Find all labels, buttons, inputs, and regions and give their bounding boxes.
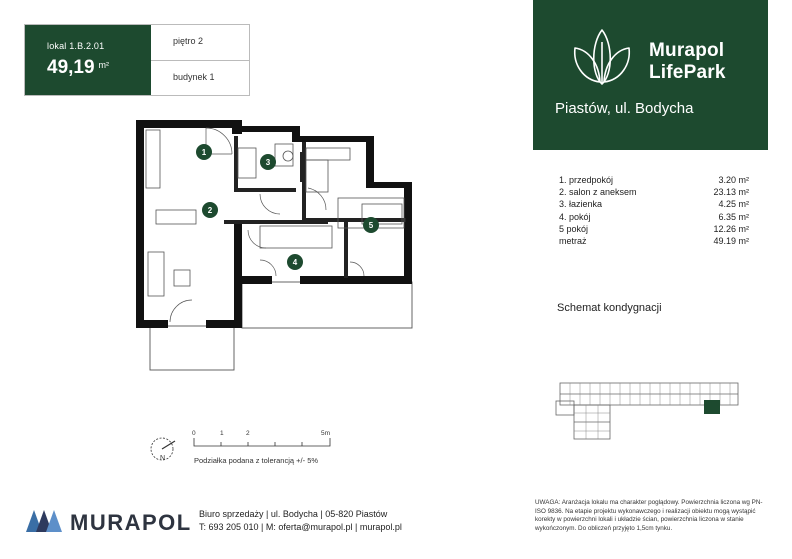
room-badge-label: 1 <box>201 148 207 157</box>
room-badges <box>196 144 379 270</box>
unit-floor: piętro 2 <box>173 36 204 46</box>
room-name: 3. łazienka <box>559 199 603 210</box>
unit-area-value: 49,19 <box>47 57 95 78</box>
footer-contact-line1: Biuro sprzedaży | ul. Bodycha | 05-820 Piastów <box>199 509 388 519</box>
floor-scheme-diagram <box>548 375 744 447</box>
room-badge-label: 2 <box>207 206 213 215</box>
scale-bar <box>188 428 338 452</box>
room-name: 5 pokój <box>559 223 589 234</box>
room-row-total <box>559 235 749 247</box>
compass-icon <box>145 432 179 466</box>
room-name: 2. salon z aneksem <box>559 187 637 198</box>
balcony-lower <box>150 326 234 370</box>
murapol-logo-icon <box>24 506 66 534</box>
room-name: 1. przedpokój <box>559 175 614 185</box>
room-area: 49.19 m² <box>713 235 749 246</box>
unit-main-panel <box>25 25 151 95</box>
room-area: 4.25 m² <box>718 199 749 210</box>
room-row <box>559 223 749 235</box>
footer-contact <box>199 508 402 534</box>
room-area: 12.26 m² <box>713 223 749 234</box>
scale-note: Podziałka podana z tolerancją +/- 5% <box>194 456 319 465</box>
unit-info-box <box>24 24 250 96</box>
brand-panel <box>533 0 768 150</box>
room-name: 4. pokój <box>559 211 591 222</box>
murapol-logo-text: MURAPOL <box>70 510 192 535</box>
unit-building: budynek 1 <box>151 60 249 96</box>
scale-tick-label: 2 <box>246 430 250 437</box>
floor-plan <box>130 112 420 372</box>
room-badge-label: 3 <box>265 158 271 167</box>
room-row <box>559 186 749 198</box>
floor-scheme-title: Schemat kondygnacji <box>557 302 662 314</box>
scale-tick-label: 1 <box>220 430 224 437</box>
room-badge-label: 5 <box>368 221 374 230</box>
room-badge-label: 4 <box>292 258 298 267</box>
scale-tick-label: 5m <box>321 430 331 437</box>
room-row <box>559 174 749 186</box>
unit-side-panel <box>151 25 249 95</box>
compass-label: N <box>160 455 166 462</box>
room-list <box>559 174 749 247</box>
brand-location: Piastów, ul. Bodycha <box>555 100 694 117</box>
room-name: metraż <box>559 235 587 246</box>
unit-area <box>47 57 151 79</box>
unit-label: lokal 1.B.2.01 <box>47 41 105 51</box>
room-area: 3.20 m² <box>718 175 749 185</box>
footer-contact-line2: T: 693 205 010 | M: oferta@murapol.pl | murapol.pl <box>199 522 402 532</box>
footer-disclaimer: UWAGA: Aranżacja lokalu ma charakter poglądowy. Powierzchnia liczona wg PN-ISO 9836. Na etapie projektu wykonawczego i realizacji obiektu mogą wystąpić korekty w powierzchni lokali i układzie ścian, powierzchnia liczona w stanie wykończonym. Do obliczeń przyjęto 1,5cm tynku. <box>535 499 763 532</box>
brand-name <box>649 40 726 84</box>
brand-name-line2: LifePark <box>649 62 726 83</box>
room-area: 23.13 m² <box>713 187 749 198</box>
scale-tick-label: 0 <box>192 430 196 437</box>
room-row <box>559 211 749 223</box>
leaf-logo-icon <box>569 26 635 88</box>
room-row <box>559 198 749 210</box>
brand-name-line1: Murapol <box>649 40 725 61</box>
balcony-right <box>242 282 412 328</box>
highlighted-unit-marker <box>704 400 720 414</box>
unit-area-unit: m² <box>98 60 110 70</box>
room-area: 6.35 m² <box>718 211 749 222</box>
